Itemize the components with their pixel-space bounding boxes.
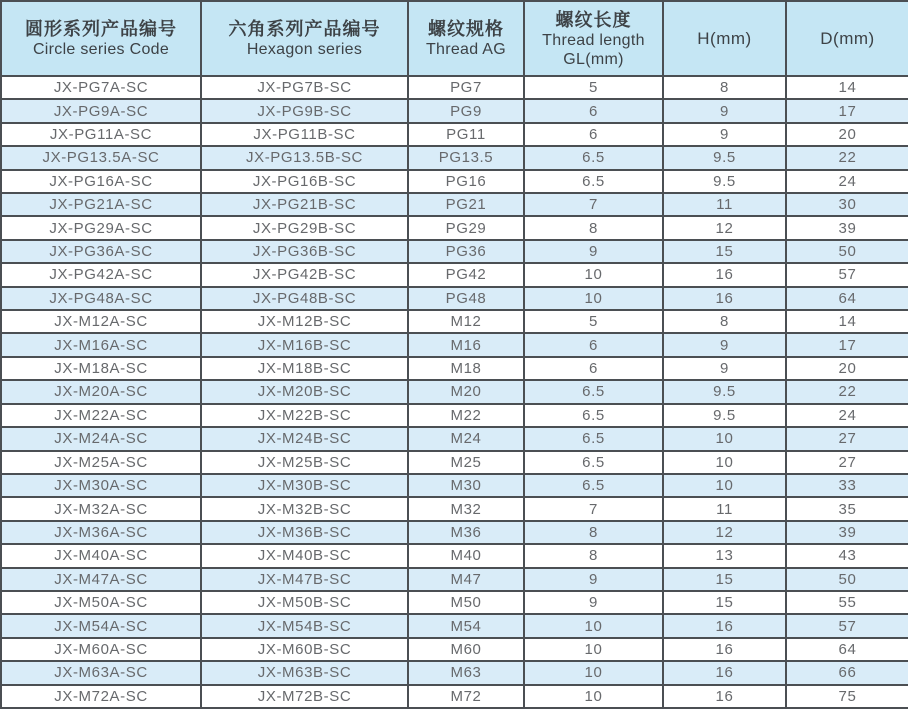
table-cell: 5 bbox=[524, 310, 663, 333]
table-cell: JX-PG42B-SC bbox=[201, 263, 408, 286]
table-row bbox=[1, 263, 908, 286]
table-row bbox=[1, 76, 908, 99]
table-cell: 10 bbox=[524, 614, 663, 637]
table-row bbox=[1, 568, 908, 591]
table-cell: JX-M47B-SC bbox=[201, 568, 408, 591]
table-cell: JX-PG48B-SC bbox=[201, 287, 408, 310]
table-cell: JX-M36B-SC bbox=[201, 521, 408, 544]
table-cell: PG9 bbox=[408, 99, 524, 122]
header-h-mm bbox=[663, 1, 786, 76]
table-cell: 10 bbox=[524, 287, 663, 310]
table-cell: JX-M18B-SC bbox=[201, 357, 408, 380]
table-cell: 57 bbox=[786, 263, 908, 286]
table-cell: 64 bbox=[786, 638, 908, 661]
table-cell: JX-M20B-SC bbox=[201, 380, 408, 403]
table-cell: M22 bbox=[408, 404, 524, 427]
table-cell: JX-M18A-SC bbox=[1, 357, 201, 380]
table-cell: JX-PG42A-SC bbox=[1, 263, 201, 286]
table-cell: 27 bbox=[786, 427, 908, 450]
table-row bbox=[1, 427, 908, 450]
table-cell: JX-M16A-SC bbox=[1, 333, 201, 356]
table-cell: M30 bbox=[408, 474, 524, 497]
header-thread-length bbox=[524, 1, 663, 76]
table-cell: JX-M40B-SC bbox=[201, 544, 408, 567]
table-cell: 9 bbox=[524, 568, 663, 591]
table-cell: 33 bbox=[786, 474, 908, 497]
table-row bbox=[1, 193, 908, 216]
header-circle-series-en: Circle series Code bbox=[32, 41, 170, 58]
table-cell: M16 bbox=[408, 333, 524, 356]
header-d-mm-label: D(mm) bbox=[820, 28, 875, 48]
table-row bbox=[1, 404, 908, 427]
table-cell: JX-M30A-SC bbox=[1, 474, 201, 497]
table-cell: 9.5 bbox=[663, 380, 786, 403]
table-cell: M25 bbox=[408, 451, 524, 474]
table-cell: 17 bbox=[786, 99, 908, 122]
table-cell: 16 bbox=[663, 661, 786, 684]
table-cell: M72 bbox=[408, 685, 524, 708]
table-cell: 16 bbox=[663, 287, 786, 310]
table-cell: 11 bbox=[663, 193, 786, 216]
table-cell: 12 bbox=[663, 521, 786, 544]
table-cell: 6 bbox=[524, 123, 663, 146]
table-cell: 43 bbox=[786, 544, 908, 567]
header-thread-spec-zh: 螺纹规格 bbox=[428, 19, 504, 39]
table-cell: M18 bbox=[408, 357, 524, 380]
table-cell: JX-PG7B-SC bbox=[201, 76, 408, 99]
table-cell: 6 bbox=[524, 333, 663, 356]
table-row bbox=[1, 357, 908, 380]
table-row bbox=[1, 451, 908, 474]
table-cell: JX-PG7A-SC bbox=[1, 76, 201, 99]
table-row bbox=[1, 591, 908, 614]
table-cell: 75 bbox=[786, 685, 908, 708]
table-cell: 10 bbox=[663, 427, 786, 450]
table-cell: 50 bbox=[786, 240, 908, 263]
table-cell: JX-PG48A-SC bbox=[1, 287, 201, 310]
table-cell: JX-PG11A-SC bbox=[1, 123, 201, 146]
table-cell: 13 bbox=[663, 544, 786, 567]
table-cell: JX-M60A-SC bbox=[1, 638, 201, 661]
table-cell: 15 bbox=[663, 568, 786, 591]
table-cell: JX-PG9B-SC bbox=[201, 99, 408, 122]
table-cell: PG29 bbox=[408, 216, 524, 239]
table-cell: JX-M32A-SC bbox=[1, 497, 201, 520]
header-thread-spec bbox=[408, 1, 524, 76]
table-cell: PG16 bbox=[408, 170, 524, 193]
table-cell: 22 bbox=[786, 146, 908, 169]
table-cell: 6.5 bbox=[524, 170, 663, 193]
table-cell: 16 bbox=[663, 614, 786, 637]
table-cell: 6.5 bbox=[524, 451, 663, 474]
table-cell: JX-M54B-SC bbox=[201, 614, 408, 637]
table-cell: M54 bbox=[408, 614, 524, 637]
table-cell: JX-PG29B-SC bbox=[201, 216, 408, 239]
table-cell: JX-M12B-SC bbox=[201, 310, 408, 333]
table-cell: M36 bbox=[408, 521, 524, 544]
table-cell: JX-PG21B-SC bbox=[201, 193, 408, 216]
table-cell: 57 bbox=[786, 614, 908, 637]
table-row bbox=[1, 240, 908, 263]
table-cell: JX-M32B-SC bbox=[201, 497, 408, 520]
table-cell: JX-PG13.5A-SC bbox=[1, 146, 201, 169]
table-cell: JX-M40A-SC bbox=[1, 544, 201, 567]
table-cell: 10 bbox=[663, 451, 786, 474]
table-cell: 9 bbox=[524, 591, 663, 614]
table-cell: PG42 bbox=[408, 263, 524, 286]
table-cell: M60 bbox=[408, 638, 524, 661]
table-cell: 24 bbox=[786, 170, 908, 193]
table-cell: JX-M50A-SC bbox=[1, 591, 201, 614]
table-row bbox=[1, 170, 908, 193]
table-cell: 9 bbox=[663, 357, 786, 380]
table-cell: 8 bbox=[663, 310, 786, 333]
table-cell: 14 bbox=[786, 76, 908, 99]
table-cell: 55 bbox=[786, 591, 908, 614]
table-cell: JX-M36A-SC bbox=[1, 521, 201, 544]
table-cell: 8 bbox=[663, 76, 786, 99]
table-cell: 9 bbox=[663, 333, 786, 356]
table-cell: 6 bbox=[524, 99, 663, 122]
table-body bbox=[1, 76, 908, 708]
table-cell: 6 bbox=[524, 357, 663, 380]
table-cell: 20 bbox=[786, 123, 908, 146]
table-cell: 50 bbox=[786, 568, 908, 591]
table-cell: 11 bbox=[663, 497, 786, 520]
table-cell: 8 bbox=[524, 544, 663, 567]
table-cell: JX-PG16B-SC bbox=[201, 170, 408, 193]
table-row bbox=[1, 474, 908, 497]
header-hexagon-series-zh: 六角系列产品编号 bbox=[228, 19, 381, 39]
table-cell: 8 bbox=[524, 216, 663, 239]
table-cell: 9.5 bbox=[663, 404, 786, 427]
table-cell: 27 bbox=[786, 451, 908, 474]
table-row bbox=[1, 333, 908, 356]
table-cell: 16 bbox=[663, 263, 786, 286]
table-row bbox=[1, 310, 908, 333]
table-cell: JX-M22A-SC bbox=[1, 404, 201, 427]
header-circle-series-zh: 圆形系列产品编号 bbox=[25, 19, 177, 39]
table-cell: PG48 bbox=[408, 287, 524, 310]
table-cell: M50 bbox=[408, 591, 524, 614]
table-cell: 12 bbox=[663, 216, 786, 239]
table-cell: JX-PG36B-SC bbox=[201, 240, 408, 263]
table-cell: JX-M50B-SC bbox=[201, 591, 408, 614]
table-cell: PG11 bbox=[408, 123, 524, 146]
table-cell: M40 bbox=[408, 544, 524, 567]
table-cell: JX-M63A-SC bbox=[1, 661, 201, 684]
table-cell: 10 bbox=[663, 474, 786, 497]
table-cell: JX-PG11B-SC bbox=[201, 123, 408, 146]
table-row bbox=[1, 521, 908, 544]
table-row bbox=[1, 99, 908, 122]
table-cell: JX-PG9A-SC bbox=[1, 99, 201, 122]
header-row bbox=[1, 1, 908, 76]
table-row bbox=[1, 380, 908, 403]
table-cell: M63 bbox=[408, 661, 524, 684]
header-hexagon-series-en: Hexagon series bbox=[246, 41, 363, 58]
table-row bbox=[1, 638, 908, 661]
table-cell: M24 bbox=[408, 427, 524, 450]
table-cell: 39 bbox=[786, 216, 908, 239]
header-thread-length-zh: 螺纹长度 bbox=[555, 9, 632, 30]
table-cell: 9.5 bbox=[663, 146, 786, 169]
table-cell: 30 bbox=[786, 193, 908, 216]
table-cell: 9 bbox=[663, 123, 786, 146]
table-cell: M32 bbox=[408, 497, 524, 520]
table-cell: 9.5 bbox=[663, 170, 786, 193]
table-cell: 9 bbox=[524, 240, 663, 263]
table-cell: JX-M60B-SC bbox=[201, 638, 408, 661]
table-cell: 7 bbox=[524, 497, 663, 520]
table-cell: PG21 bbox=[408, 193, 524, 216]
table-cell: 17 bbox=[786, 333, 908, 356]
table-cell: M20 bbox=[408, 380, 524, 403]
table-row bbox=[1, 216, 908, 239]
table-cell: M12 bbox=[408, 310, 524, 333]
table-cell: JX-M20A-SC bbox=[1, 380, 201, 403]
table-cell: 9 bbox=[663, 99, 786, 122]
table-cell: JX-PG16A-SC bbox=[1, 170, 201, 193]
table-cell: 5 bbox=[524, 76, 663, 99]
table-cell: JX-M47A-SC bbox=[1, 568, 201, 591]
table-cell: JX-PG13.5B-SC bbox=[201, 146, 408, 169]
table-cell: 15 bbox=[663, 591, 786, 614]
table-header bbox=[1, 1, 908, 76]
table-cell: 10 bbox=[524, 685, 663, 708]
table-cell: PG7 bbox=[408, 76, 524, 99]
table-cell: JX-M72B-SC bbox=[201, 685, 408, 708]
table-cell: JX-M72A-SC bbox=[1, 685, 201, 708]
table-row bbox=[1, 661, 908, 684]
table-cell: 22 bbox=[786, 380, 908, 403]
header-circle-series-code bbox=[1, 1, 201, 76]
header-thread-length-en: Thread length bbox=[542, 31, 645, 49]
table-cell: JX-M24A-SC bbox=[1, 427, 201, 450]
table-row bbox=[1, 685, 908, 708]
table-cell: JX-M24B-SC bbox=[201, 427, 408, 450]
table-cell: 15 bbox=[663, 240, 786, 263]
table-cell: 10 bbox=[524, 263, 663, 286]
table-cell: JX-M25A-SC bbox=[1, 451, 201, 474]
table-cell: JX-M12A-SC bbox=[1, 310, 201, 333]
table-cell: 35 bbox=[786, 497, 908, 520]
table-cell: JX-M63B-SC bbox=[201, 661, 408, 684]
table-cell: PG13.5 bbox=[408, 146, 524, 169]
table-cell: 64 bbox=[786, 287, 908, 310]
table-cell: 6.5 bbox=[524, 146, 663, 169]
table-cell: 8 bbox=[524, 521, 663, 544]
table-cell: 6.5 bbox=[524, 427, 663, 450]
table-cell: M47 bbox=[408, 568, 524, 591]
table-cell: 39 bbox=[786, 521, 908, 544]
table-cell: JX-M54A-SC bbox=[1, 614, 201, 637]
table-cell: 7 bbox=[524, 193, 663, 216]
header-d-mm bbox=[786, 1, 908, 76]
table-cell: JX-M30B-SC bbox=[201, 474, 408, 497]
table-cell: 66 bbox=[786, 661, 908, 684]
table-cell: JX-PG29A-SC bbox=[1, 216, 201, 239]
table-row bbox=[1, 544, 908, 567]
table-cell: 16 bbox=[663, 685, 786, 708]
table-cell: 24 bbox=[786, 404, 908, 427]
table-cell: 10 bbox=[524, 661, 663, 684]
table-row bbox=[1, 497, 908, 520]
header-h-mm-label: H(mm) bbox=[697, 28, 752, 48]
header-thread-length-unit: GL(mm) bbox=[563, 50, 624, 68]
table-cell: JX-PG21A-SC bbox=[1, 193, 201, 216]
table-cell: 6.5 bbox=[524, 404, 663, 427]
header-thread-spec-en: Thread AG bbox=[425, 41, 507, 58]
table-row bbox=[1, 287, 908, 310]
table-cell: JX-PG36A-SC bbox=[1, 240, 201, 263]
table-cell: JX-M25B-SC bbox=[201, 451, 408, 474]
table-cell: PG36 bbox=[408, 240, 524, 263]
table-cell: 16 bbox=[663, 638, 786, 661]
table-cell: 20 bbox=[786, 357, 908, 380]
table-row bbox=[1, 123, 908, 146]
table-cell: JX-M16B-SC bbox=[201, 333, 408, 356]
table-cell: 14 bbox=[786, 310, 908, 333]
header-hexagon-series bbox=[201, 1, 408, 76]
table-cell: 6.5 bbox=[524, 380, 663, 403]
table-cell: JX-M22B-SC bbox=[201, 404, 408, 427]
table-cell: 6.5 bbox=[524, 474, 663, 497]
table-row bbox=[1, 614, 908, 637]
table-row bbox=[1, 146, 908, 169]
table-cell: 10 bbox=[524, 638, 663, 661]
